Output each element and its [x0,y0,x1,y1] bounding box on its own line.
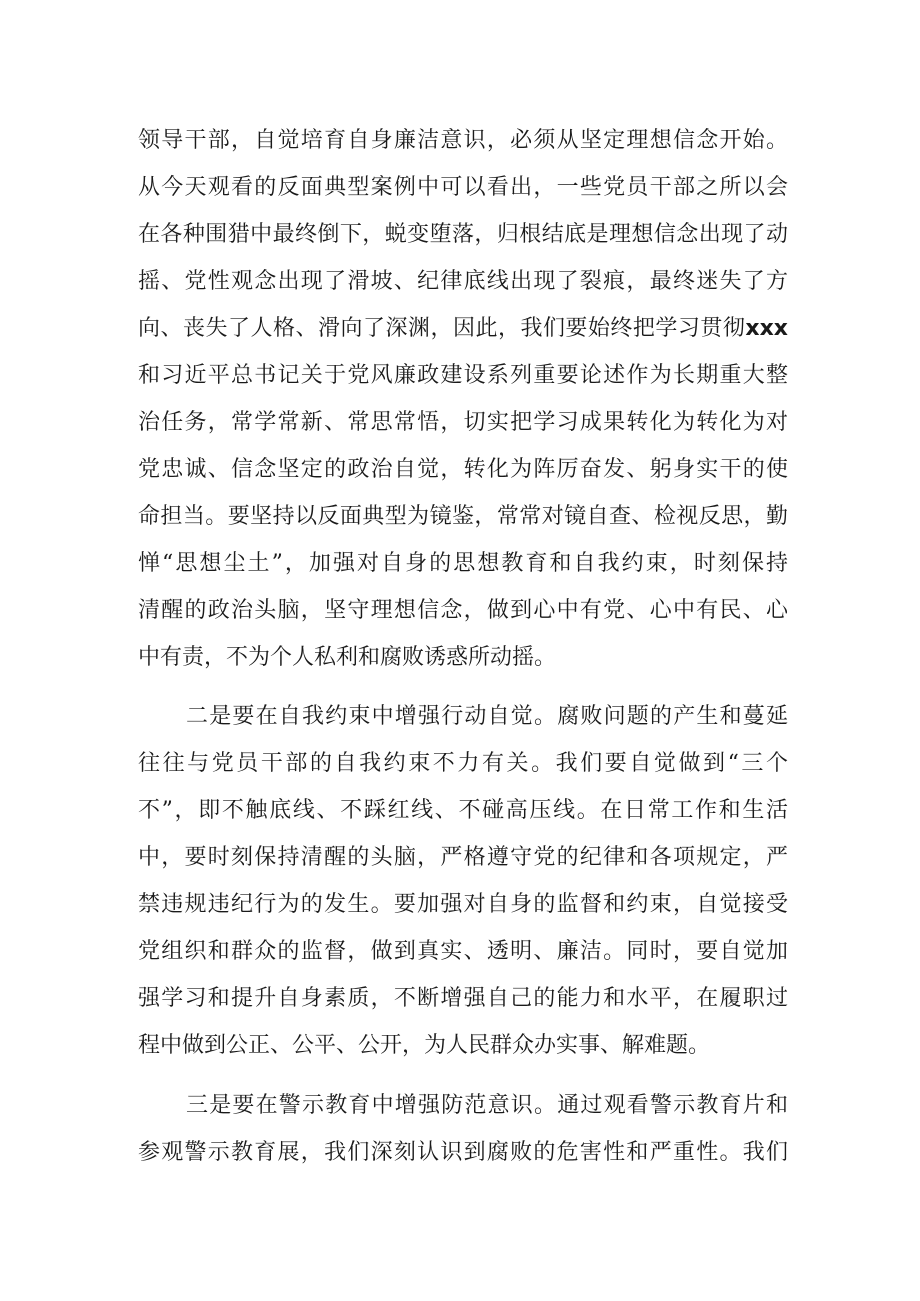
paragraph-1-line-9: 命担当。要坚持以反面典型为镜鉴，常常对镜自查、检视反思，勤 [138,504,788,529]
paragraph-1-line-12: 中有责，不为个人私利和腐败诱惑所动摇。 [138,645,557,670]
paragraph-1-line-2: 从今天观看的反面典型案例中可以看出，一些党员干部之所以会 [138,175,788,200]
paragraph-2-line-6: 党组织和群众的监督，做到真实、透明、廉洁。同时，要自觉加 [138,939,788,964]
paragraph-1-line-11: 清醒的政治头脑，坚守理想信念，做到心中有党、心中有民、心 [138,598,788,623]
paragraph-1-line-5-text: 向、丧失了人格、滑向了深渊，因此，我们要始终把学习贯彻 [138,316,746,341]
paragraph-1-line-6: 和习近平总书记关于党风廉政建设系列重要论述作为长期重大整 [138,363,788,388]
paragraph-1-line-8: 党忠诚、信念坚定的政治自觉，转化为阵厉奋发、躬身实干的使 [138,457,788,482]
paragraph-1-line-1: 领导干部，自觉培育自身廉洁意识，必须从坚定理想信念开始。 [138,128,788,153]
paragraph-2-line-3: 不”，即不触底线、不踩红线、不碰高压线。在日常工作和生活 [138,798,788,823]
paragraph-2-line-8: 程中做到公正、公平、公开，为人民群众办实事、解难题。 [138,1033,711,1058]
paragraph-2-line-2: 往往与党员干部的自我约束不力有关。我们要自觉做到“三个 [138,751,788,776]
paragraph-1-line-5 [138,309,788,349]
paragraph-1-line-7: 治任务，常学常新、常思常悟，切实把学习成果转化为转化为对 [138,410,788,435]
paragraph-2-line-1: 二是要在自我约束中增强行动自觉。腐败问题的产生和蔓延 [186,704,788,729]
paragraph-1-line-3: 在各种围猎中最终倒下，蜕变堕落，归根结底是理想信念出现了动 [138,222,788,247]
paragraph-3-line-2: 参观警示教育展，我们深刻认识到腐败的危害性和严重性。我们 [138,1140,788,1165]
paragraph-2-line-4: 中，要时刻保持清醒的头脑，严格遵守党的纪律和各项规定，严 [138,845,788,870]
paragraph-1-line-4: 摇、党性观念出现了滑坡、纪律底线出现了裂痕，最终迷失了方 [138,269,788,294]
paragraph-3-line-1: 三是要在警示教育中增强防范意识。通过观看警示教育片和 [186,1093,788,1118]
paragraph-2-line-5: 禁违规违纪行为的发生。要加强对自身的监督和约束，自觉接受 [138,892,788,917]
paragraph-2-line-7: 强学习和提升自身素质，不断增强自己的能力和水平，在履职过 [138,986,788,1011]
paragraph-1-line-10: 惮“思想尘土”，加强对自身的思想教育和自我约束，时刻保持 [138,551,788,576]
paragraph-1-line-5-placeholder: xxx [745,316,788,341]
